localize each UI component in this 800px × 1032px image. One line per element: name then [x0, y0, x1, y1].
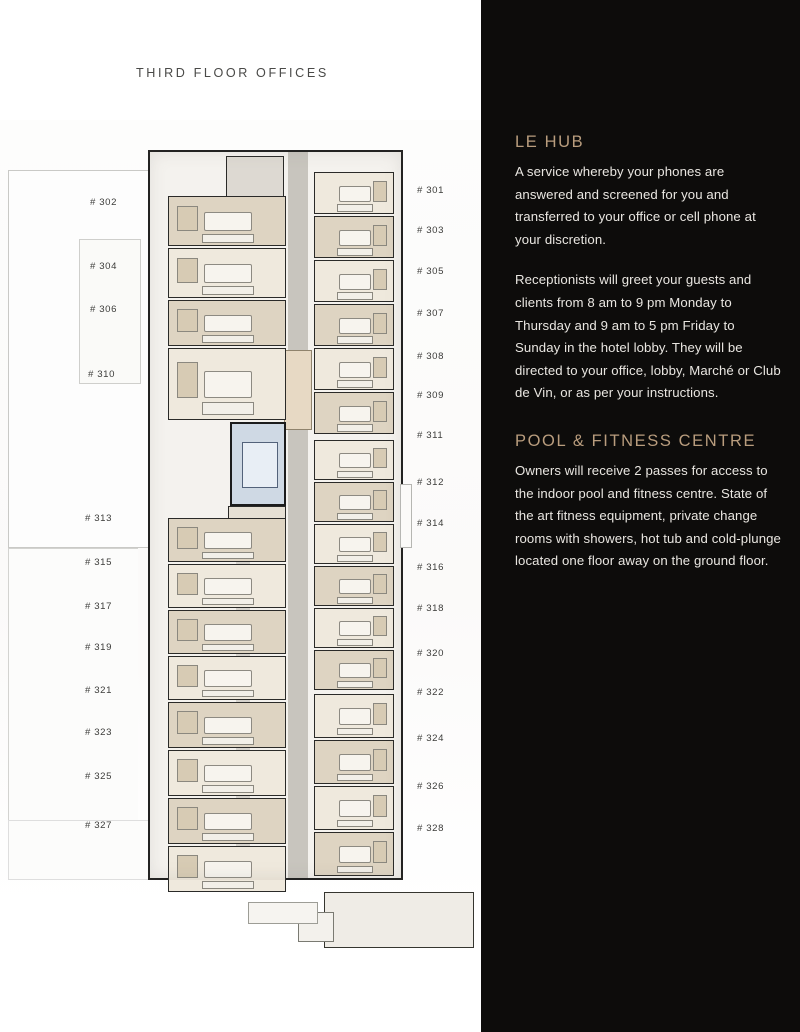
- floor-plan-unit: [314, 392, 394, 434]
- unit-number-label: # 302: [90, 197, 118, 208]
- unit-furniture: [373, 401, 387, 422]
- unit-furniture: [373, 269, 387, 290]
- unit-number-label: # 309: [417, 390, 445, 401]
- unit-furniture: [373, 616, 387, 636]
- unit-number-label: # 314: [417, 518, 445, 529]
- section-heading-le-hub: LE HUB: [515, 133, 585, 151]
- unit-furniture: [373, 448, 387, 468]
- unit-furniture: [177, 258, 198, 283]
- main-corridor: [288, 152, 308, 878]
- unit-number-label: # 320: [417, 648, 445, 659]
- floor-plan-unit: [314, 172, 394, 214]
- unit-number-label: # 307: [417, 308, 445, 319]
- unit-furniture: [339, 318, 371, 334]
- unit-furniture: [204, 212, 251, 231]
- le-hub-paragraph-2: Receptionists will greet your guests and clients from 8 am to 9 pm Monday to Thursday and 9 am to 5 pm Friday to Sunday in the hotel lobby. They will be directed to your office, lobby, Marché or Club de Vin, or as per your instructions.: [515, 272, 781, 401]
- east-balcony-tab: [400, 484, 412, 548]
- bottom-mechanical-block: [324, 892, 474, 948]
- unit-number-label: # 303: [417, 225, 445, 236]
- floor-plan-unit: [314, 304, 394, 346]
- unit-number-label: # 315: [85, 557, 113, 568]
- unit-furniture: [337, 380, 372, 388]
- unit-furniture: [337, 204, 372, 212]
- unit-furniture: [339, 537, 371, 552]
- unit-number-label: # 305: [417, 266, 445, 277]
- unit-furniture: [373, 703, 387, 725]
- unit-furniture: [204, 717, 251, 734]
- unit-furniture: [373, 181, 387, 202]
- unit-furniture: [202, 286, 254, 295]
- unit-furniture: [337, 513, 372, 520]
- unit-furniture: [177, 759, 198, 782]
- unit-furniture: [339, 186, 371, 202]
- floor-plan-unit: [168, 300, 286, 346]
- floor-plan-unit: [168, 656, 286, 700]
- unit-furniture: [177, 362, 198, 398]
- unit-number-label: # 312: [417, 477, 445, 488]
- unit-furniture: [337, 424, 372, 432]
- floor-plan-unit: [314, 566, 394, 606]
- unit-furniture: [177, 619, 198, 641]
- unit-furniture: [373, 490, 387, 510]
- unit-furniture: [202, 598, 254, 606]
- unit-furniture: [202, 644, 254, 652]
- unit-furniture: [202, 737, 254, 745]
- unit-number-label: # 324: [417, 733, 445, 744]
- unit-furniture: [339, 621, 371, 636]
- unit-furniture: [202, 785, 254, 793]
- unit-furniture: [337, 681, 372, 688]
- section-heading-pool-fitness: POOL & FITNESS CENTRE: [515, 431, 757, 450]
- unit-furniture: [373, 532, 387, 552]
- floor-plan-unit: [314, 650, 394, 690]
- unit-furniture: [177, 527, 198, 549]
- bottom-terrace-block: [248, 902, 318, 924]
- unit-furniture: [337, 292, 372, 300]
- unit-furniture: [337, 555, 372, 562]
- floor-plan-unit: [168, 564, 286, 608]
- unit-furniture: [337, 597, 372, 604]
- unit-furniture: [337, 774, 372, 782]
- unit-furniture: [373, 313, 387, 334]
- floor-plan-unit: [314, 524, 394, 564]
- unit-furniture: [177, 807, 198, 830]
- floor-plan-unit: [314, 482, 394, 522]
- unit-furniture: [204, 861, 251, 878]
- unit-number-label: # 313: [85, 513, 113, 524]
- floor-plan-unit: [168, 610, 286, 654]
- floor-plan-unit: [314, 740, 394, 784]
- unit-furniture: [339, 274, 371, 290]
- unit-furniture: [339, 406, 371, 422]
- floor-plan-unit: [168, 196, 286, 246]
- floor-plan-unit: [314, 608, 394, 648]
- unit-number-label: # 318: [417, 603, 445, 614]
- unit-furniture: [337, 471, 372, 478]
- elevator-core: [230, 422, 286, 506]
- unit-furniture: [202, 402, 254, 415]
- floor-plan-unit: [168, 798, 286, 844]
- unit-furniture: [204, 624, 251, 641]
- unit-furniture: [337, 248, 372, 256]
- unit-number-label: # 317: [85, 601, 113, 612]
- floor-plan-unit: [314, 786, 394, 830]
- unit-number-label: # 325: [85, 771, 113, 782]
- unit-number-label: # 326: [417, 781, 445, 792]
- unit-furniture: [177, 711, 198, 734]
- unit-furniture: [339, 846, 371, 863]
- unit-furniture: [373, 357, 387, 378]
- unit-furniture: [339, 495, 371, 510]
- info-panel-content: [515, 133, 781, 591]
- unit-furniture: [339, 708, 371, 725]
- unit-number-label: # 311: [417, 430, 444, 441]
- unit-furniture: [373, 749, 387, 771]
- unit-furniture: [337, 728, 372, 736]
- unit-number-label: # 306: [90, 304, 118, 315]
- floor-plan-unit: [314, 260, 394, 302]
- unit-number-label: # 327: [85, 820, 113, 831]
- le-hub-paragraph-1: A service whereby your phones are answered and screened for you and transferred to your office or cell phone at your discretion.: [515, 164, 756, 247]
- unit-furniture: [204, 765, 251, 782]
- floor-plan-unit: [314, 348, 394, 390]
- unit-furniture: [202, 552, 254, 560]
- unit-furniture: [337, 820, 372, 828]
- floor-plan-unit: [168, 846, 286, 892]
- floor-plan-unit: [168, 518, 286, 562]
- page-title: THIRD FLOOR OFFICES: [136, 66, 329, 80]
- unit-furniture: [204, 264, 251, 283]
- elevator-cab: [242, 442, 278, 488]
- west-terrace-outline: [8, 170, 150, 548]
- floor-plan-unit: [168, 348, 286, 420]
- unit-furniture: [177, 573, 198, 595]
- unit-furniture: [337, 336, 372, 344]
- unit-furniture: [177, 206, 198, 231]
- unit-furniture: [204, 315, 251, 332]
- unit-furniture: [373, 658, 387, 678]
- unit-furniture: [202, 335, 254, 343]
- floor-plan-unit: [314, 832, 394, 876]
- floor-plan-unit: [314, 694, 394, 738]
- unit-furniture: [177, 855, 198, 878]
- unit-furniture: [339, 230, 371, 246]
- unit-furniture: [373, 841, 387, 863]
- unit-furniture: [337, 866, 372, 874]
- unit-furniture: [204, 578, 251, 595]
- unit-furniture: [339, 754, 371, 771]
- unit-furniture: [339, 579, 371, 594]
- unit-number-label: # 322: [417, 687, 445, 698]
- unit-furniture: [373, 574, 387, 594]
- unit-number-label: # 301: [417, 185, 445, 196]
- floor-plan-unit: [168, 702, 286, 748]
- unit-number-label: # 323: [85, 727, 113, 738]
- unit-number-label: # 316: [417, 562, 445, 573]
- unit-furniture: [177, 309, 198, 332]
- unit-number-label: # 304: [90, 261, 118, 272]
- unit-furniture: [373, 795, 387, 817]
- unit-furniture: [339, 362, 371, 378]
- floor-plan-unit: [168, 248, 286, 298]
- unit-furniture: [339, 453, 371, 468]
- west-lower-secondary-outline: [8, 820, 158, 880]
- unit-number-label: # 328: [417, 823, 445, 834]
- unit-number-label: # 310: [88, 369, 116, 380]
- unit-furniture: [339, 800, 371, 817]
- unit-furniture: [339, 663, 371, 678]
- unit-furniture: [204, 371, 251, 398]
- unit-furniture: [177, 665, 198, 687]
- west-lower-outline: [8, 548, 138, 848]
- unit-number-label: # 319: [85, 642, 113, 653]
- unit-furniture: [202, 881, 254, 889]
- building-core: [148, 150, 403, 880]
- unit-number-label: # 321: [85, 685, 113, 696]
- unit-furniture: [202, 690, 254, 698]
- info-panel: [481, 0, 800, 1032]
- amenity-area: [284, 350, 312, 430]
- unit-furniture: [204, 670, 251, 687]
- pool-fitness-paragraph-1: Owners will receive 2 passes for access to the indoor pool and fitness centre. State of the art fitness equipment, private change rooms with showers, hot tub and cold-plunge located one floor away on the ground floor.: [515, 462, 781, 569]
- floor-plan-drawing: [0, 120, 481, 910]
- floor-plan-unit: [314, 216, 394, 258]
- floor-plan-unit: [314, 440, 394, 480]
- unit-furniture: [204, 813, 251, 830]
- unit-furniture: [204, 532, 251, 549]
- unit-furniture: [373, 225, 387, 246]
- unit-furniture: [337, 639, 372, 646]
- unit-number-label: # 308: [417, 351, 445, 362]
- floor-plan-unit: [168, 750, 286, 796]
- unit-furniture: [202, 234, 254, 243]
- unit-furniture: [202, 833, 254, 841]
